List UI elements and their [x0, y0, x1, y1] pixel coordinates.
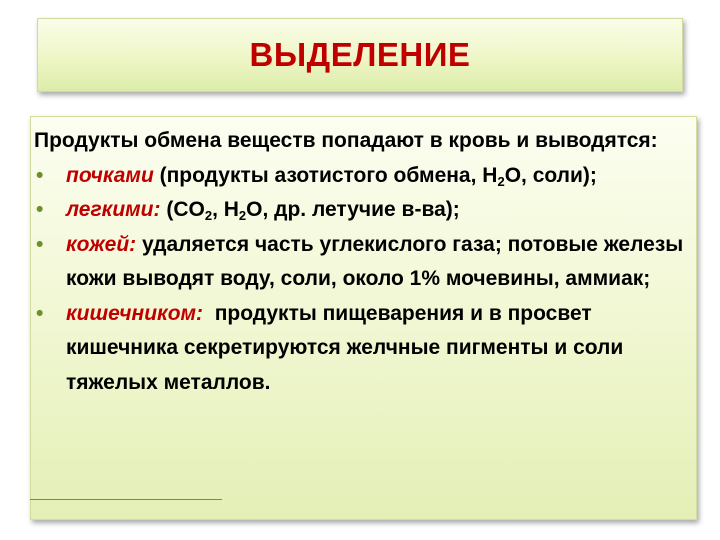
keyword-intestine: кишечником: — [66, 301, 204, 325]
bullet-icon: • — [36, 232, 44, 256]
list-item-kidneys — [34, 159, 694, 194]
bullet-icon: • — [36, 198, 44, 221]
slide-title: ВЫДЕЛЕНИЕ — [249, 36, 471, 73]
item-text: (продукты азотистого обмена, H — [153, 163, 498, 187]
item-text: (CO — [160, 198, 205, 221]
list-item-lungs — [34, 193, 694, 228]
bullet-icon: • — [36, 163, 44, 187]
list-item-skin — [34, 228, 694, 297]
keyword-lungs: легкими: — [66, 198, 161, 221]
subscript: 2 — [238, 208, 247, 223]
subscript: 2 — [204, 208, 213, 223]
title-panel — [37, 18, 683, 92]
item-text: O, др. летучие в-ва); — [246, 198, 460, 221]
item-text: удаляется часть углекислого газа; потовые железы кожи выводят воду, соли, около 1% мочевины, аммиак; — [66, 232, 684, 290]
slide-body — [34, 124, 694, 400]
item-text: , H — [212, 198, 239, 221]
keyword-kidneys: почками — [66, 163, 154, 187]
keyword-skin: кожей: — [66, 232, 137, 256]
item-text: O, соли); — [504, 163, 597, 187]
subscript: 2 — [497, 173, 505, 189]
item-text: продукты пищеварения и в просвет кишечника секретируются желчные пигменты и соли тяжелых металлов. — [66, 301, 630, 394]
bullet-icon: • — [36, 301, 44, 325]
footer-divider — [30, 499, 222, 500]
intro-paragraph: Продукты обмена веществ попадают в кровь и выводятся: — [34, 129, 658, 152]
list-item-intestine — [34, 297, 694, 401]
